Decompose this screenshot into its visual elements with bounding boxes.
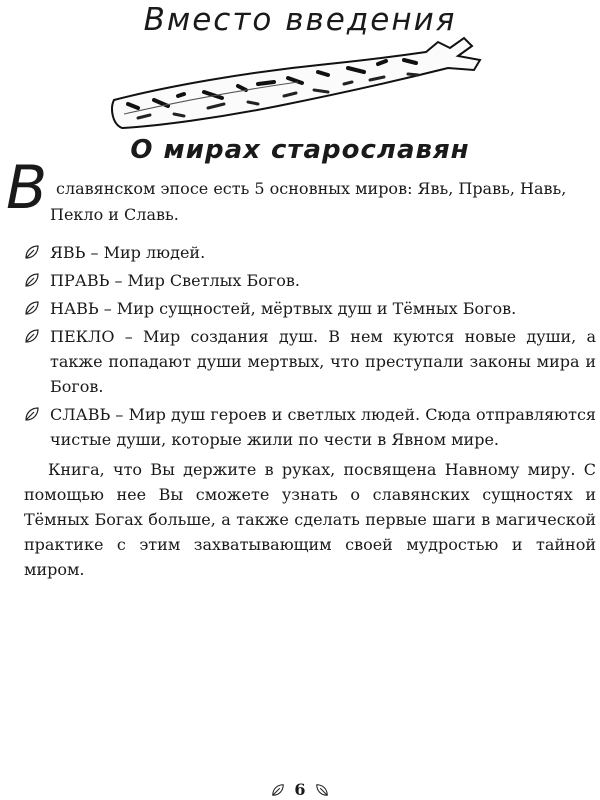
leaf-ornament-icon [271,783,285,797]
list-item-text: ЯВЬ – Мир людей. [50,243,206,262]
list-item-text: ПРАВЬ – Мир Светлых Богов. [50,271,300,290]
list-item-text: НАВЬ – Мир сущностей, мёртвых душ и Тёмных Богов. [50,299,517,318]
leaf-bullet-icon [24,300,40,316]
section-title: О мирах старославян [130,135,470,165]
intro-paragraph [50,176,596,224]
page-footer [0,780,600,799]
birch-branch-illustration [108,34,488,130]
list-item [24,324,596,399]
list-item [24,402,596,452]
page-number: 6 [294,780,306,799]
intro-line-1: славянском эпосе есть 5 основных миров: Явь, Правь, Навь, [56,179,567,198]
worlds-list [24,240,596,455]
drop-cap: В [6,153,48,223]
leaf-ornament-icon [315,783,329,797]
list-item-text: ПЕКЛО – Мир создания душ. В нем куются новые души, а также попадают души мертвых, что преступали законы мира и Богов. [50,327,596,396]
list-item-text: СЛАВЬ – Мир душ героев и светлых людей. Сюда отправляются чистые души, которые жили по чести в Явном мире. [50,405,596,449]
leaf-bullet-icon [24,244,40,260]
list-item [24,240,596,265]
list-item [24,268,596,293]
list-item [24,296,596,321]
leaf-bullet-icon [24,406,40,422]
closing-paragraph: Книга, что Вы держите в руках, посвящена Навному миру. С помощью нее Вы сможете узнать о славянских сущностях и Тёмных Богах больше, а также сделать первые шаги в магической практике с этим захватывающим своей мудростью и тайной миром. [24,460,596,579]
leaf-bullet-icon [24,328,40,344]
page-title: Вместо введения [143,2,457,38]
intro-line-2: Пекло и Славь. [50,205,179,224]
leaf-bullet-icon [24,272,40,288]
